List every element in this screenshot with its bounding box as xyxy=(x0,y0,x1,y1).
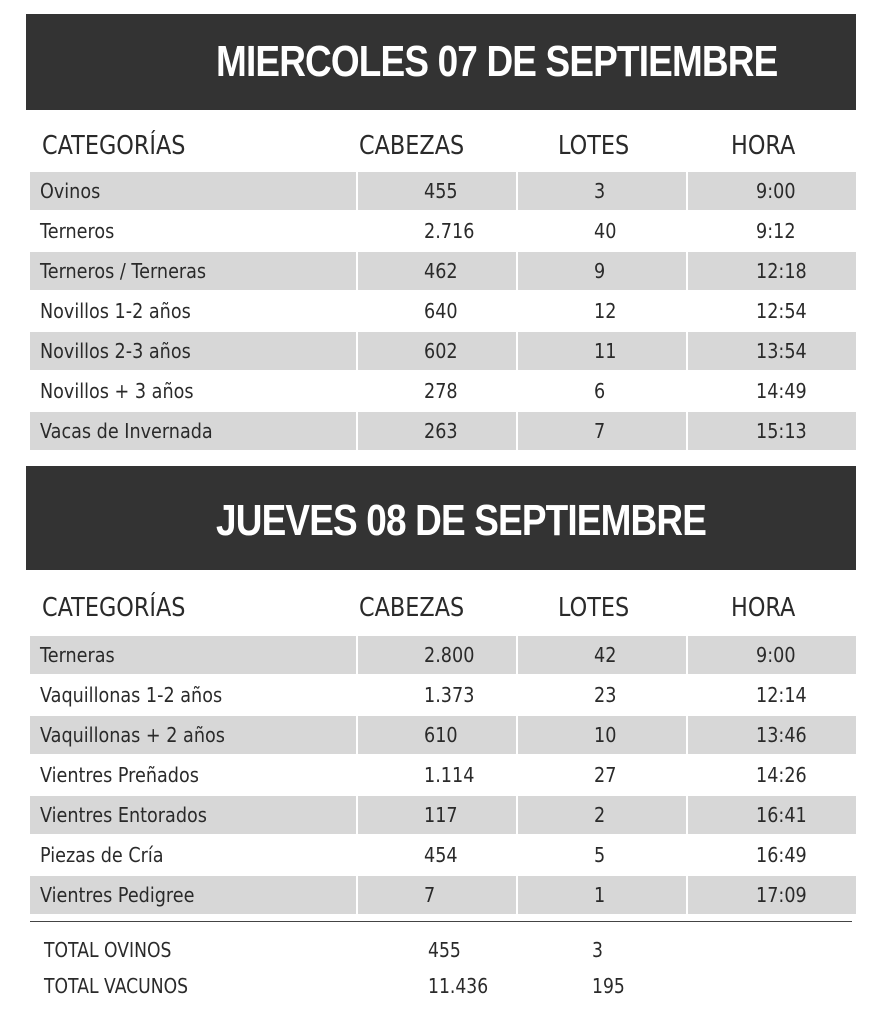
row-hora: 16:49 xyxy=(756,843,807,867)
day-1-banner xyxy=(26,14,856,110)
day-1-title: MIERCOLES 07 DE SEPTIEMBRE xyxy=(216,37,778,86)
table-row xyxy=(30,212,856,252)
row-categoria: Vacas de Invernada xyxy=(40,419,213,443)
row-cabezas: 2.800 xyxy=(424,643,475,667)
row-cabezas: 1.373 xyxy=(424,683,475,707)
row-hora: 9:00 xyxy=(756,643,796,667)
row-categoria: Novillos 2-3 años xyxy=(40,339,191,363)
day-1-table-body xyxy=(30,172,856,452)
row-hora: 14:26 xyxy=(756,763,807,787)
row-cabezas: 640 xyxy=(424,299,458,323)
totals-block xyxy=(30,932,852,1004)
row-hora: 9:00 xyxy=(756,179,796,203)
total-row-ovinos xyxy=(30,932,852,968)
row-cabezas: 602 xyxy=(424,339,458,363)
table-row xyxy=(30,756,856,796)
day-2-banner xyxy=(26,466,856,570)
row-lotes: 7 xyxy=(594,419,606,443)
header-lotes: LOTES xyxy=(558,131,630,161)
total-cabezas: 455 xyxy=(428,938,461,962)
table-row xyxy=(30,172,856,212)
table-row xyxy=(30,412,856,452)
row-hora: 9:12 xyxy=(756,219,796,243)
row-categoria: Novillos 1-2 años xyxy=(40,299,191,323)
row-cabezas: 278 xyxy=(424,379,458,403)
row-categoria: Terneras xyxy=(40,643,115,667)
total-label: TOTAL VACUNOS xyxy=(44,974,189,998)
row-hora: 12:14 xyxy=(756,683,807,707)
day-2-table-body xyxy=(30,636,856,916)
table-row xyxy=(30,796,856,836)
header-categorias: CATEGORÍAS xyxy=(42,131,186,161)
row-categoria: Vientres Entorados xyxy=(40,803,207,827)
table-row xyxy=(30,876,856,916)
table-row xyxy=(30,716,856,756)
row-lotes: 40 xyxy=(594,219,617,243)
row-categoria: Vientres Pedigree xyxy=(40,883,195,907)
row-hora: 16:41 xyxy=(756,803,807,827)
row-lotes: 10 xyxy=(594,723,617,747)
row-cabezas: 455 xyxy=(424,179,458,203)
table-row xyxy=(30,676,856,716)
row-lotes: 9 xyxy=(594,259,606,283)
row-cabezas: 117 xyxy=(424,803,458,827)
row-hora: 17:09 xyxy=(756,883,807,907)
day-2-header-row xyxy=(26,588,856,628)
row-lotes: 42 xyxy=(594,643,617,667)
row-lotes: 12 xyxy=(594,299,617,323)
row-categoria: Piezas de Cría xyxy=(40,843,164,867)
row-lotes: 5 xyxy=(594,843,606,867)
table-row xyxy=(30,372,856,412)
row-cabezas: 462 xyxy=(424,259,458,283)
row-categoria: Ovinos xyxy=(40,179,101,203)
header-lotes: LOTES xyxy=(558,593,630,623)
row-hora: 12:18 xyxy=(756,259,807,283)
table-row xyxy=(30,332,856,372)
table-row xyxy=(30,836,856,876)
row-lotes: 2 xyxy=(594,803,606,827)
table-row xyxy=(30,252,856,292)
row-categoria: Terneros / Terneras xyxy=(40,259,207,283)
row-categoria: Novillos + 3 años xyxy=(40,379,194,403)
totals-divider xyxy=(30,921,852,922)
header-hora: HORA xyxy=(731,131,796,161)
row-lotes: 27 xyxy=(594,763,617,787)
row-cabezas: 7 xyxy=(424,883,436,907)
row-hora: 14:49 xyxy=(756,379,807,403)
row-lotes: 11 xyxy=(594,339,617,363)
total-row-vacunos xyxy=(30,968,852,1004)
table-row xyxy=(30,292,856,332)
total-lotes: 3 xyxy=(592,938,603,962)
row-lotes: 3 xyxy=(594,179,606,203)
row-categoria: Vientres Preñados xyxy=(40,763,199,787)
total-label: TOTAL OVINOS xyxy=(44,938,172,962)
total-cabezas: 11.436 xyxy=(428,974,489,998)
day-2-title: JUEVES 08 DE SEPTIEMBRE xyxy=(216,496,707,545)
row-categoria: Vaquillonas + 2 años xyxy=(40,723,225,747)
row-cabezas: 454 xyxy=(424,843,458,867)
header-hora: HORA xyxy=(731,593,796,623)
header-cabezas: CABEZAS xyxy=(359,593,465,623)
row-hora: 13:46 xyxy=(756,723,807,747)
header-categorias: CATEGORÍAS xyxy=(42,593,186,623)
row-hora: 13:54 xyxy=(756,339,807,363)
row-hora: 15:13 xyxy=(756,419,807,443)
total-lotes: 195 xyxy=(592,974,625,998)
row-cabezas: 610 xyxy=(424,723,458,747)
row-cabezas: 1.114 xyxy=(424,763,475,787)
row-lotes: 1 xyxy=(594,883,606,907)
header-cabezas: CABEZAS xyxy=(359,131,465,161)
table-row xyxy=(30,636,856,676)
row-lotes: 6 xyxy=(594,379,606,403)
row-categoria: Vaquillonas 1-2 años xyxy=(40,683,223,707)
row-hora: 12:54 xyxy=(756,299,807,323)
row-cabezas: 2.716 xyxy=(424,219,475,243)
day-1-header-row xyxy=(26,126,856,166)
row-categoria: Terneros xyxy=(40,219,115,243)
row-lotes: 23 xyxy=(594,683,617,707)
row-cabezas: 263 xyxy=(424,419,458,443)
